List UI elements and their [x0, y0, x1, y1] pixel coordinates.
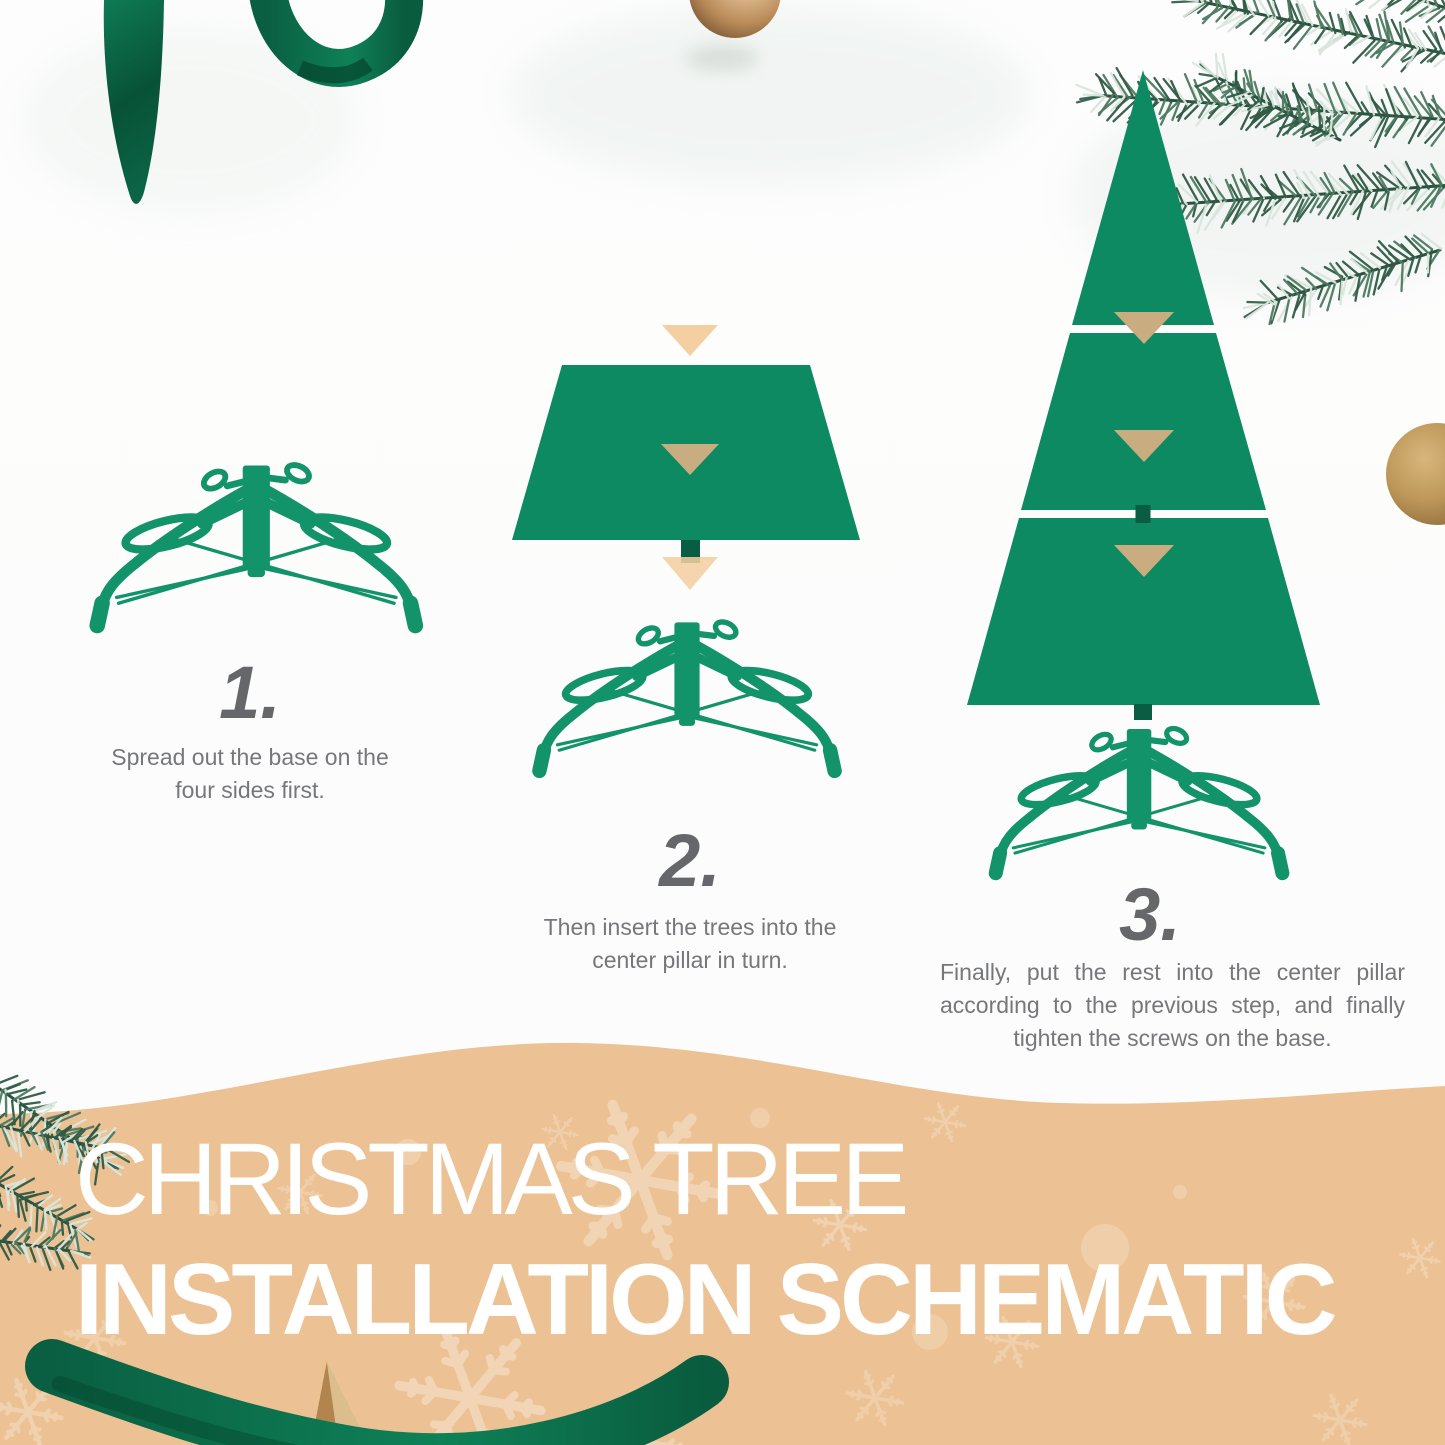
banner-title-line1: CHRISTMAS TREE	[75, 1122, 905, 1236]
step-2-number: 2.	[659, 819, 721, 902]
step-1-number: 1.	[219, 651, 281, 734]
banner-title-line2: INSTALLATION SCHEMATIC	[75, 1244, 1334, 1356]
step-1-caption: Spread out the base on the four sides first.	[111, 744, 389, 803]
step-3-caption: Finally, put the rest into the center pillar according to the previous step, and finally tighten the screws on the base.	[940, 959, 1405, 1051]
step-2-caption: Then insert the trees into the center pillar in turn.	[543, 914, 837, 973]
step-3-number: 3.	[1119, 873, 1181, 956]
